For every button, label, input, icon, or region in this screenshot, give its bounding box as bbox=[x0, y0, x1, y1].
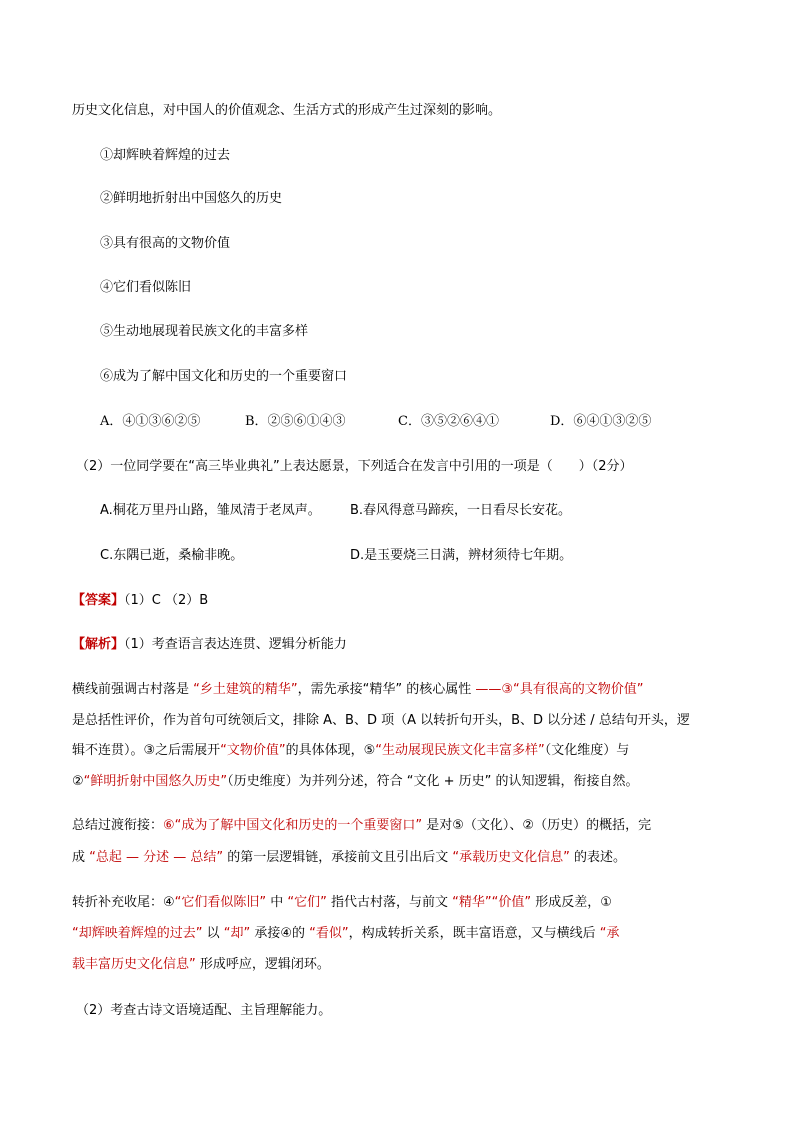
para1-line2 bbox=[72, 712, 690, 730]
body-text: 成 bbox=[72, 850, 90, 865]
q1-option-d: D．⑥④①③②⑤ bbox=[550, 414, 652, 429]
body-text: 中 bbox=[266, 895, 288, 910]
sentence-3: ③具有很高的文物价值 bbox=[100, 236, 231, 251]
analysis-text: （1）考查语言表达连贯、逻辑分析能力 bbox=[124, 637, 347, 652]
highlighted-text: “生动展现民族文化丰富多样” bbox=[375, 743, 545, 758]
analysis-tag: 【解析】 bbox=[72, 637, 125, 652]
sentence-2: ②鲜明地折射出中国悠久的历史 bbox=[100, 191, 283, 206]
sentence-4: ④它们看似陈旧 bbox=[100, 280, 192, 295]
highlighted-text: “精华”“价值” bbox=[452, 895, 532, 910]
para1-line4 bbox=[72, 773, 639, 791]
body-text: 的第一层逻辑链，承接前文且引出后文 bbox=[223, 850, 453, 865]
body-text: ，需先承接“精华” 的核心属性 bbox=[297, 682, 476, 697]
q1-option-a: A．④①③⑥②⑤ bbox=[100, 414, 201, 429]
answer-tag: 【答案】 bbox=[72, 593, 125, 608]
body-text: 横线前强调古村落是 bbox=[72, 682, 194, 697]
q2-stem: （2）一位同学要在“高三毕业典礼”上表达愿景，下列适合在发言中引用的一项是（ ）（2分） bbox=[76, 459, 633, 474]
body-text: 辑不连贯）。③之后需展开 bbox=[72, 743, 221, 758]
highlighted-text: “总起 — 分述 — 总结” bbox=[89, 850, 224, 865]
highlighted-text: “鲜明折射中国悠久历史” bbox=[83, 774, 228, 789]
body-text: 形成反差，① bbox=[531, 895, 612, 910]
sentence-5: ⑤生动地展现着民族文化的丰富多样 bbox=[100, 324, 309, 339]
q1-option-c: C．③⑤②⑥④① bbox=[398, 414, 499, 429]
q2-option-c: C.东隅已逝，桑榆非晚。 bbox=[100, 548, 244, 563]
body-text: 指代古村落，与前文 bbox=[326, 895, 453, 910]
body-text: （文化维度）与 bbox=[544, 743, 630, 758]
para1-line3 bbox=[72, 742, 629, 760]
para3-line1 bbox=[72, 894, 612, 912]
analysis-line bbox=[72, 636, 347, 654]
highlighted-text: ⑥“成为了解中国文化和历史的一个重要窗口” bbox=[163, 818, 423, 833]
para1-line1 bbox=[72, 681, 644, 699]
body-text: ，构成转折关系，既丰富语意，又与横线后 bbox=[348, 926, 600, 941]
highlighted-text: ——③“具有很高的文物价值” bbox=[475, 682, 644, 697]
body-text: ② bbox=[72, 774, 84, 789]
highlighted-text: “文物价值” bbox=[220, 743, 286, 758]
body-text: 的表述。 bbox=[569, 850, 627, 865]
body-text: 总结过渡衔接： bbox=[72, 818, 164, 833]
highlighted-text: “乡土建筑的精华” bbox=[193, 682, 298, 697]
body-text: 的具体体现，⑤ bbox=[285, 743, 376, 758]
highlighted-text: “承 bbox=[599, 926, 620, 941]
body-text: 是总括性评价，作为首句可统领后文，排除 A、B、D 项（A 以转折句开头，B、D 以分述 / 总结句开头，逻 bbox=[72, 713, 690, 728]
highlighted-text: “它们” bbox=[287, 895, 327, 910]
highlighted-text: 载丰富历史文化信息” bbox=[72, 957, 196, 972]
sentence-1: ①却辉映着辉煌的过去 bbox=[100, 148, 231, 163]
intro-text: 历史文化信息，对中国人的价值观念、生活方式的形成产生过深刻的影响。 bbox=[72, 103, 502, 118]
highlighted-text: “承载历史文化信息” bbox=[452, 850, 570, 865]
q2-analysis: （2）考查古诗文语境适配、主旨理解能力。 bbox=[76, 1003, 332, 1018]
highlighted-text: “却” bbox=[223, 926, 251, 941]
highlighted-text: “却辉映着辉煌的过去” bbox=[72, 926, 203, 941]
q1-option-b: B．②⑤⑥①④③ bbox=[245, 414, 346, 429]
para2-line2 bbox=[72, 849, 626, 867]
para2-line1 bbox=[72, 817, 651, 835]
body-text: 以 bbox=[202, 926, 224, 941]
body-text: 承接④的 bbox=[250, 926, 310, 941]
body-text: 形成呼应，逻辑闭环。 bbox=[195, 957, 330, 972]
body-text: 转折补充收尾：④ bbox=[72, 895, 175, 910]
q2-option-d: D.是玉要烧三日满，辨材须待七年期。 bbox=[350, 548, 573, 563]
answer-text: （1）C （2）B bbox=[124, 593, 209, 608]
sentence-6: ⑥成为了解中国文化和历史的一个重要窗口 bbox=[100, 369, 348, 384]
highlighted-text: “看似” bbox=[309, 926, 349, 941]
para3-line3 bbox=[72, 956, 330, 974]
q2-option-a: A.桐花万里丹山路，雏凤清于老凤声。 bbox=[100, 503, 321, 518]
body-text: （历史维度）为并列分述，符合 “文化 + 历史” 的认知逻辑，衔接自然。 bbox=[227, 774, 639, 789]
para3-line2 bbox=[72, 925, 620, 943]
answer-line bbox=[72, 592, 208, 610]
highlighted-text: “它们看似陈旧” bbox=[174, 895, 267, 910]
q2-option-b: B.春风得意马蹄疾，一日看尽长安花。 bbox=[350, 503, 572, 518]
body-text: 是对⑤（文化）、②（历史）的概括，完 bbox=[422, 818, 652, 833]
